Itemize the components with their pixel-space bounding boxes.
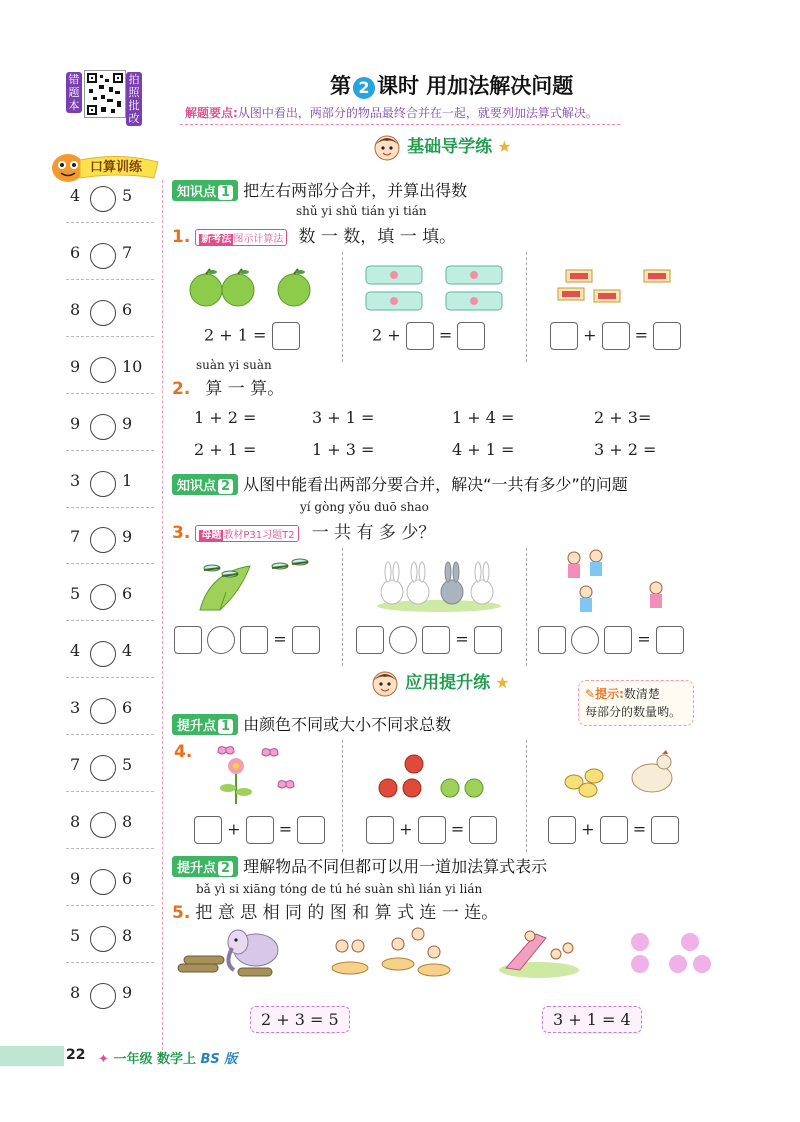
answer-box[interactable] — [550, 322, 578, 350]
q1-number: 1. — [172, 227, 191, 247]
q3-text: 一 共 有 多 少？ — [311, 523, 436, 543]
girl-mascot-icon — [372, 133, 402, 163]
compare-circle[interactable] — [90, 243, 116, 269]
q2-item: 1 + 4 = — [452, 408, 515, 427]
kp2-text: 从图中能看出两部分要合并，解决“一共有多少”的问题 — [243, 475, 628, 494]
divider — [526, 740, 527, 852]
q1-eq2-text: 2 + — [372, 325, 401, 345]
star-icon: ★ — [495, 673, 510, 692]
answer-box[interactable] — [651, 816, 679, 844]
answer-box[interactable] — [297, 816, 325, 844]
compare-row — [60, 808, 160, 864]
compare-left-number: 3 — [70, 470, 81, 490]
lesson-number-badge: 2 — [353, 77, 375, 99]
divider — [342, 548, 343, 666]
operator-circle[interactable] — [389, 626, 417, 654]
compare-left-number: 9 — [70, 413, 81, 433]
page-title — [330, 70, 573, 100]
q4-number: 4. — [174, 742, 193, 762]
elephant-logs-image[interactable] — [174, 924, 298, 984]
answer-box[interactable] — [292, 626, 320, 654]
row-divider — [66, 848, 154, 849]
row-divider — [66, 222, 154, 223]
kp2-tag-num: 2 — [218, 479, 233, 494]
tp1-text: 由颜色不同或大小不同求总数 — [243, 715, 452, 734]
q5-text: 把 意 思 相 同 的 图 和 算 式 连 一 连。 — [195, 903, 499, 923]
kp2-tag — [172, 474, 238, 495]
q4-eq3 — [548, 816, 679, 844]
q3-eq3 — [538, 626, 684, 654]
q3-eq1 — [174, 626, 320, 654]
hint-box — [578, 680, 694, 726]
row-divider — [66, 677, 154, 678]
compare-row — [60, 410, 160, 466]
compare-circle[interactable] — [90, 527, 116, 553]
hint-label: 提示: — [595, 687, 624, 701]
compare-row — [60, 865, 160, 921]
q1-eq1-text: 2 + 1 = — [204, 325, 267, 345]
q1-eq2 — [372, 322, 485, 350]
answer-box[interactable] — [422, 626, 450, 654]
equals-sign: = — [450, 819, 465, 839]
q1-badge-text: 图示计算法 — [233, 234, 284, 245]
plus-sign: + — [227, 819, 241, 839]
compare-left-number: 3 — [70, 698, 81, 718]
q1-badge — [195, 229, 287, 246]
compare-right-number: 9 — [122, 982, 133, 1002]
compare-row — [60, 694, 160, 750]
tp2-text: 理解物品不同但都可以用一道加法算式表示 — [243, 857, 548, 876]
plus-sign: + — [581, 819, 595, 839]
divider — [342, 740, 343, 852]
equals-sign: = — [632, 819, 647, 839]
kp1-text: 把左右两部分合并，并算出得数 — [243, 181, 468, 200]
row-divider — [66, 905, 154, 906]
compare-right-number: 8 — [122, 811, 133, 831]
row-divider — [66, 336, 154, 337]
qr-label-right: 拍照批改 — [126, 72, 142, 126]
title-prefix: 第 — [330, 74, 351, 98]
compare-right-number: 5 — [122, 186, 133, 205]
answer-box[interactable] — [457, 322, 485, 350]
q3-eq2 — [356, 626, 502, 654]
compare-left-number: 5 — [70, 584, 81, 604]
q2-item: 1 + 2 = — [194, 408, 257, 427]
compare-right-number: 6 — [122, 299, 133, 319]
compare-right-number: 4 — [122, 641, 133, 661]
compare-right-number: 6 — [122, 698, 133, 718]
compare-row — [60, 353, 160, 409]
answer-box[interactable] — [602, 322, 630, 350]
compare-circle[interactable] — [90, 812, 116, 838]
compare-circle[interactable] — [90, 641, 116, 667]
apples-image — [188, 268, 318, 312]
section-basic-title: 基础导学练 — [407, 137, 493, 157]
compare-right-number: 8 — [122, 925, 133, 945]
q5-pinyin: bǎ yì si xiāng tóng de tú hé suàn shì lián yi lián — [196, 882, 483, 896]
mental-math-title: 口算训练 — [90, 160, 143, 175]
row-divider — [66, 563, 154, 564]
header-divider — [180, 124, 620, 125]
hint-text-1: 数清楚 — [623, 687, 660, 701]
key-points — [185, 104, 598, 121]
q2-pinyin: suàn yi suàn — [196, 358, 272, 372]
compare-left-number: 8 — [70, 811, 81, 831]
compare-right-number: 9 — [122, 527, 133, 547]
q3-prompt — [172, 518, 435, 543]
kp1-tag-num: 1 — [218, 185, 233, 200]
q3-badge-text: 教材P31习题T2 — [223, 530, 295, 541]
answer-box[interactable] — [356, 626, 384, 654]
compare-left-number: 5 — [70, 925, 81, 945]
footer-book-name: 一年级 数学上 — [113, 1052, 196, 1067]
compare-right-number: 6 — [122, 868, 133, 888]
improve-point-1 — [172, 712, 451, 735]
kids-cushions-image[interactable] — [328, 924, 452, 984]
answer-box[interactable] — [194, 816, 222, 844]
footer-book-label — [98, 1048, 237, 1067]
answer-box[interactable] — [272, 322, 300, 350]
footer-bar — [0, 1046, 64, 1066]
tp1-tag — [172, 714, 238, 735]
compare-circle[interactable] — [90, 357, 116, 383]
equals-sign: = — [438, 325, 453, 345]
compare-circle[interactable] — [90, 755, 116, 781]
compare-circle[interactable] — [90, 414, 116, 440]
q2-item: 3 + 2 = — [594, 440, 657, 459]
chicks-hen-image — [560, 748, 680, 802]
q1-badge-new: 新考法 — [201, 234, 232, 245]
compare-left-number: 7 — [70, 527, 81, 547]
knowledge-point-2 — [172, 472, 628, 495]
knowledge-point-1 — [172, 178, 467, 201]
answer-box[interactable] — [538, 626, 566, 654]
left-column-divider — [162, 180, 163, 1060]
slide-kids-image[interactable] — [496, 924, 582, 984]
compare-row — [60, 580, 160, 636]
row-divider — [66, 962, 154, 963]
compare-circle[interactable] — [90, 186, 116, 212]
answer-box[interactable] — [366, 816, 394, 844]
operator-circle[interactable] — [207, 626, 235, 654]
q2-item: 3 + 1 = — [312, 408, 375, 427]
improve-point-2 — [172, 854, 547, 877]
pencil-cases-image — [362, 262, 512, 320]
compare-row — [60, 523, 160, 579]
section-apply-title: 应用提升练 — [405, 673, 491, 693]
q2-prompt — [172, 374, 284, 399]
hint-text-2: 每部分的数量哟。 — [585, 705, 682, 719]
qr-code-icon[interactable] — [84, 70, 126, 118]
compare-circle[interactable] — [90, 698, 116, 724]
answer-box[interactable] — [600, 816, 628, 844]
compare-circle[interactable] — [90, 983, 116, 1009]
divider — [526, 252, 527, 362]
operator-circle[interactable] — [571, 626, 599, 654]
dragonflies-image — [190, 552, 320, 618]
q2-text: 算 一 算。 — [205, 379, 285, 399]
q1-eq1 — [204, 322, 300, 350]
equals-sign: = — [278, 819, 293, 839]
q3-badge-mu: 母题 — [201, 530, 222, 541]
compare-right-number: 1 — [122, 470, 133, 490]
compare-left-number: 9 — [70, 868, 81, 888]
row-divider — [66, 450, 154, 451]
equals-sign: = — [273, 629, 287, 649]
compare-right-number: 5 — [122, 755, 133, 774]
plus-sign: + — [399, 819, 413, 839]
tp2-tag-label: 提升点 — [177, 861, 217, 876]
equation-card-2[interactable]: 3 + 1 = 4 — [542, 1006, 642, 1033]
compare-circle[interactable] — [90, 471, 116, 497]
answer-box[interactable] — [548, 816, 576, 844]
compare-left-number: 9 — [70, 356, 81, 376]
compare-row — [60, 296, 160, 352]
compare-row — [60, 182, 160, 238]
answer-box[interactable] — [656, 626, 684, 654]
q4-eq2 — [366, 816, 497, 844]
row-divider — [66, 279, 154, 280]
compare-left-number: 6 — [70, 242, 81, 262]
q1-text: 数 一 数，填 一 填。 — [298, 227, 457, 247]
kp2-tag-label: 知识点 — [177, 479, 217, 494]
qr-label-left: 错题本 — [66, 72, 82, 113]
q2-item: 2 + 3= — [594, 408, 652, 427]
tp1-tag-label: 提升点 — [177, 719, 217, 734]
compare-row — [60, 922, 160, 978]
q4-eq1 — [194, 816, 325, 844]
row-divider — [66, 393, 154, 394]
girl-mascot-icon — [370, 669, 400, 699]
mental-math-banner — [50, 148, 162, 184]
compare-circle[interactable] — [90, 926, 116, 952]
answer-box[interactable] — [653, 322, 681, 350]
q3-badge — [195, 525, 298, 542]
children-image — [556, 548, 676, 618]
star-icon: ★ — [497, 137, 512, 156]
dots-image[interactable] — [630, 932, 716, 978]
answer-box[interactable] — [406, 322, 434, 350]
compare-left-number: 7 — [70, 755, 81, 774]
compare-circle[interactable] — [90, 584, 116, 610]
equals-sign: = — [637, 629, 651, 649]
row-divider — [66, 507, 154, 508]
tp1-tag-num: 1 — [218, 719, 233, 734]
key-points-label: 解题要点: — [185, 106, 238, 120]
answer-box[interactable] — [418, 816, 446, 844]
rabbits-image — [374, 556, 504, 616]
q5-number: 5. — [172, 903, 191, 923]
page-number: 22 — [66, 1047, 86, 1063]
divider — [342, 252, 343, 362]
q1-prompt — [172, 222, 456, 247]
apples-color-image — [374, 750, 494, 804]
row-divider — [66, 734, 154, 735]
kp1-tag-label: 知识点 — [177, 185, 217, 200]
answer-box[interactable] — [240, 626, 268, 654]
tp2-tag-num: 2 — [218, 861, 233, 876]
answer-box[interactable] — [469, 816, 497, 844]
tp2-tag — [172, 856, 238, 877]
q3-pinyin: yí gòng yǒu duō shao — [300, 500, 429, 514]
compare-right-number: 7 — [122, 242, 133, 262]
compare-left-number: 4 — [70, 641, 81, 661]
compare-row — [60, 979, 160, 1035]
q2-number: 2. — [172, 379, 191, 399]
compare-right-number: 9 — [122, 413, 133, 433]
erasers-image — [550, 268, 680, 312]
divider — [526, 548, 527, 666]
hint-icon: ✎ — [585, 687, 596, 701]
answer-box[interactable] — [474, 626, 502, 654]
compare-right-number: 10 — [122, 356, 143, 376]
answer-box[interactable] — [246, 816, 274, 844]
compare-left-number: 4 — [70, 186, 81, 205]
key-points-text: 从图中看出，两部分的物品最终合并在一起，就要列加法算式解决。 — [237, 106, 598, 120]
q2-item: 2 + 1 = — [194, 440, 257, 459]
page-footer — [0, 1042, 800, 1072]
q5-prompt — [172, 898, 498, 923]
q3-number: 3. — [172, 523, 191, 543]
logo-icon: ✦ — [98, 1052, 109, 1067]
answer-box[interactable] — [604, 626, 632, 654]
answer-box[interactable] — [174, 626, 202, 654]
compare-circle[interactable] — [90, 869, 116, 895]
q2-item: 1 + 3 = — [312, 440, 375, 459]
butterflies-flowers-image — [206, 742, 306, 812]
q1-eq3: + = — [550, 322, 681, 350]
row-divider — [66, 620, 154, 621]
row-divider — [66, 791, 154, 792]
compare-left-number: 8 — [70, 299, 81, 319]
compare-row — [60, 751, 160, 807]
title-main: 课时 用加法解决问题 — [377, 74, 574, 98]
equals-sign: = — [455, 629, 469, 649]
kp1-tag — [172, 180, 238, 201]
section-basic-header — [372, 132, 512, 163]
compare-left-number: 8 — [70, 982, 81, 1002]
compare-row — [60, 467, 160, 523]
compare-right-number: 6 — [122, 584, 133, 604]
equation-card-1[interactable]: 2 + 3 = 5 — [250, 1006, 350, 1033]
q1-pinyin: shǔ yi shǔ tián yi tián — [296, 204, 427, 218]
section-apply-header — [370, 668, 510, 699]
compare-row — [60, 239, 160, 295]
compare-circle[interactable] — [90, 300, 116, 326]
footer-edition: BS 版 — [200, 1052, 238, 1067]
q2-item: 4 + 1 = — [452, 440, 515, 459]
compare-row — [60, 637, 160, 693]
